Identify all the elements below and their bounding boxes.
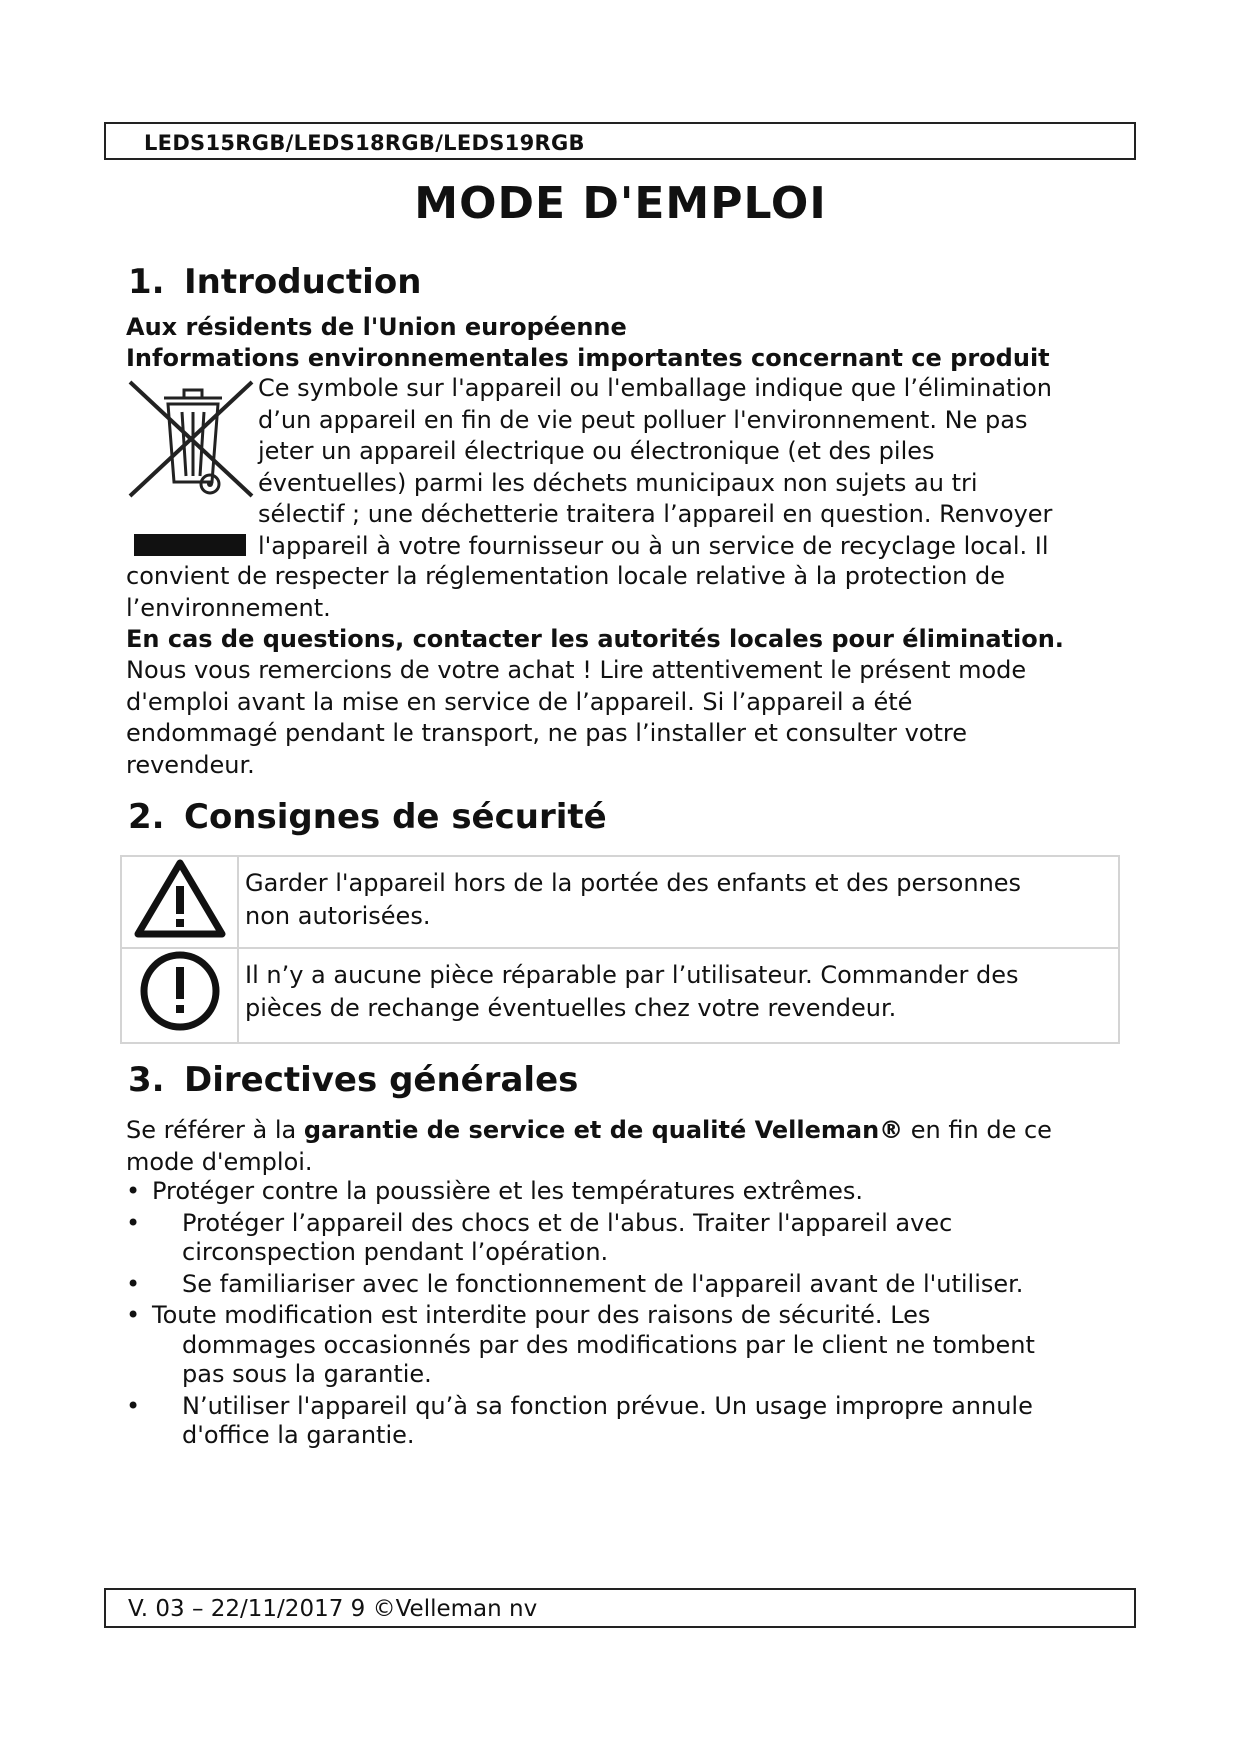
bullet-icon: • xyxy=(126,1177,141,1205)
guidelines-intro xyxy=(126,1115,1052,1178)
section-number: 3. xyxy=(128,1060,165,1100)
section-heading-general-guidelines xyxy=(128,1060,578,1100)
text-line: d’un appareil en fin de vie peut polluer l'environnement. Ne pas xyxy=(258,405,1028,434)
text-line: Il n’y a aucune pièce réparable par l’utilisateur. Commander des xyxy=(245,961,1019,989)
section-number: 2. xyxy=(128,797,165,837)
weee-crossed-bin-icon xyxy=(126,378,256,558)
safety-icon-cell xyxy=(121,856,238,948)
text-line: d'emploi avant la mise en service de l’appareil. Si l’appareil a été xyxy=(126,687,913,716)
text-line: d'office la garantie. xyxy=(182,1421,415,1449)
text-line: Protéger contre la poussière et les températures extrêmes. xyxy=(152,1177,863,1205)
footer-text: V. 03 – 22/11/2017 9 ©Velleman nv xyxy=(128,1596,538,1622)
section-title-text: Directives générales xyxy=(184,1060,579,1100)
text-line: N’utiliser l'appareil qu’à sa fonction prévue. Un usage impropre annule xyxy=(182,1391,1033,1420)
list-item xyxy=(126,1301,1126,1390)
section-heading-introduction xyxy=(128,262,421,302)
text-line xyxy=(126,1115,1052,1147)
eu-residents-heading: Aux résidents de l'Union européenne xyxy=(126,313,627,341)
guidelines-list xyxy=(126,1177,1126,1453)
page-header xyxy=(104,122,1136,160)
text-line: circonspection pendant l’opération. xyxy=(182,1238,609,1266)
safety-row xyxy=(121,856,1119,948)
questions-note: En cas de questions, contacter les autorités locales pour élimination. xyxy=(126,625,1064,653)
section-number: 1. xyxy=(128,262,165,302)
safety-text-cell xyxy=(238,948,1119,1043)
text-line: l’environnement. xyxy=(126,593,331,622)
list-item xyxy=(126,1270,1126,1300)
text-line: Protéger l’appareil des chocs et de l'abus. Traiter l'appareil avec xyxy=(182,1208,953,1237)
bullet-icon: • xyxy=(126,1208,141,1237)
text-line: dommages occasionnés par des modifications par le client ne tombent xyxy=(182,1330,1035,1359)
text-line: Toute modification est interdite pour des raisons de sécurité. Les xyxy=(152,1301,931,1329)
bullet-icon: • xyxy=(126,1391,141,1420)
environment-info-heading: Informations environnementales importantes concernant ce produit xyxy=(126,344,1050,372)
warranty-reference: garantie de service et de qualité Velleman® xyxy=(303,1116,904,1144)
section-title-text: Consignes de sécurité xyxy=(184,797,607,837)
text-line: Ce symbole sur l'appareil ou l'emballage indique que l’élimination xyxy=(258,374,1052,402)
safety-text-cell xyxy=(238,856,1119,948)
text-line: pas sous la garantie. xyxy=(182,1360,432,1388)
text-line: endommagé pendant le transport, ne pas l’installer et consulter votre xyxy=(126,719,968,747)
intro-text: Se référer à la xyxy=(126,1116,304,1144)
text-line: convient de respecter la réglementation locale relative à la protection de xyxy=(126,562,1005,590)
text-line: sélectif ; une déchetterie traitera l’appareil en question. Renvoyer xyxy=(258,500,1053,528)
safety-icon-cell xyxy=(121,948,238,1043)
section-title-text: Introduction xyxy=(184,262,422,302)
text-line: Nous vous remercions de votre achat ! Lire attentivement le présent mode xyxy=(126,656,1027,684)
text-line: Garder l'appareil hors de la portée des enfants et des personnes xyxy=(245,869,1022,897)
bullet-icon: • xyxy=(126,1301,141,1329)
thanks-paragraph xyxy=(126,655,1026,781)
exclamation-circle-icon xyxy=(138,949,222,1033)
warning-triangle-icon xyxy=(134,858,226,938)
page-title: MODE D'EMPLOI xyxy=(414,178,827,229)
list-item xyxy=(126,1177,1126,1207)
list-item xyxy=(126,1392,1126,1451)
text-line: mode d'emploi. xyxy=(126,1147,313,1176)
weee-paragraph-continued xyxy=(126,561,1005,624)
text-line: pièces de rechange éventuelles chez votre revendeur. xyxy=(245,994,897,1022)
text-line: jeter un appareil électrique ou électronique (et des piles xyxy=(258,437,935,465)
model-number: LEDS15RGB/LEDS18RGB/LEDS19RGB xyxy=(144,131,585,155)
text-line: éventuelles) parmi les déchets municipaux non sujets au tri xyxy=(258,468,978,497)
section-heading-safety xyxy=(128,797,607,837)
page-footer xyxy=(104,1588,1136,1628)
intro-text: en fin de ce xyxy=(903,1116,1052,1144)
text-line: revendeur. xyxy=(126,750,255,779)
bullet-icon: • xyxy=(126,1269,141,1298)
safety-table xyxy=(120,855,1120,1044)
text-line: non autorisées. xyxy=(245,902,431,930)
text-line: l'appareil à votre fournisseur ou à un service de recyclage local. Il xyxy=(258,531,1049,560)
weee-paragraph xyxy=(258,373,1052,562)
list-item xyxy=(126,1209,1126,1268)
safety-row xyxy=(121,948,1119,1043)
text-line: Se familiariser avec le fonctionnement de l'appareil avant de l'utiliser. xyxy=(182,1269,1024,1298)
